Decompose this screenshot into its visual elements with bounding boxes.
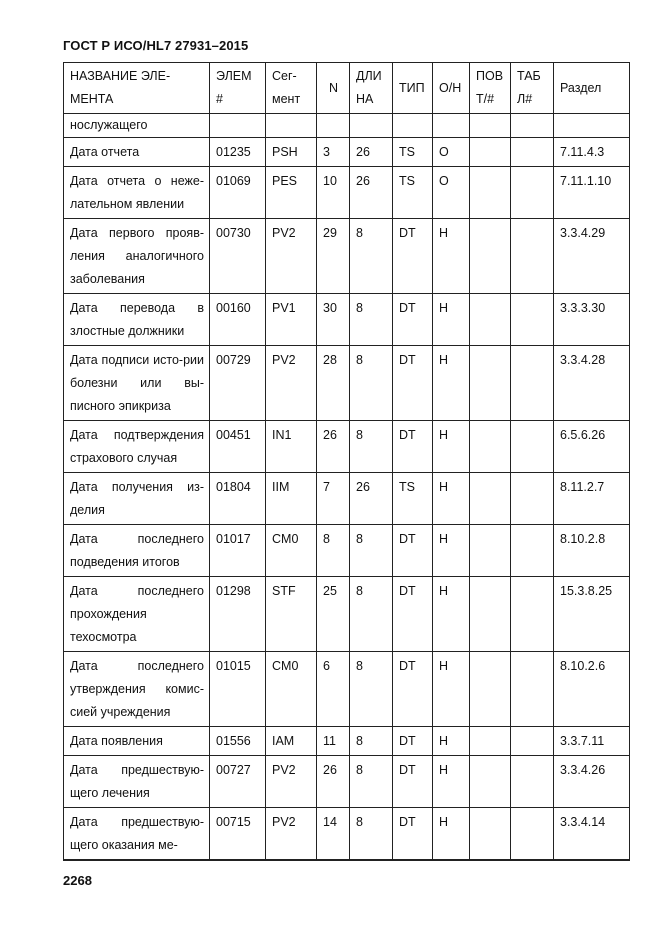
cell-section: 3.3.3.30	[554, 294, 630, 346]
cell-length: 26	[350, 167, 393, 219]
cell-type: DT	[393, 727, 433, 756]
cell-opt: Н	[433, 346, 470, 421]
cell-type: DT	[393, 421, 433, 473]
cell-table	[511, 577, 554, 652]
cell-section: 7.11.1.10	[554, 167, 630, 219]
cell-section: 3.3.4.29	[554, 219, 630, 294]
cell-length: 8	[350, 346, 393, 421]
table-row	[64, 808, 630, 861]
table-row	[64, 756, 630, 808]
cell-repeat	[470, 473, 511, 525]
cell-table	[511, 346, 554, 421]
cell-section: 3.3.4.26	[554, 756, 630, 808]
column-header-opt: О/Н	[433, 63, 470, 114]
cell-elem: 00451	[210, 421, 266, 473]
cell-table	[511, 808, 554, 861]
cell-segment: PV2	[266, 756, 317, 808]
cell-segment: PV2	[266, 808, 317, 861]
cell-section: 3.3.4.28	[554, 346, 630, 421]
cell-length: 8	[350, 652, 393, 727]
cell-length: 8	[350, 808, 393, 861]
cell-elem: 01804	[210, 473, 266, 525]
column-header-elem: ЭЛЕМ #	[210, 63, 266, 114]
cell-table	[511, 138, 554, 167]
cell-segment: PV1	[266, 294, 317, 346]
table-row	[64, 346, 630, 421]
cell-segment: PV2	[266, 346, 317, 421]
cell-elem: 00729	[210, 346, 266, 421]
document-header: ГОСТ Р ИСО/HL7 27931–2015	[63, 38, 249, 53]
cell-elem: 01298	[210, 577, 266, 652]
cell-n: 10	[317, 167, 350, 219]
cell-section: 6.5.6.26	[554, 421, 630, 473]
cell-length	[350, 114, 393, 138]
column-header-name: НАЗВАНИЕ ЭЛЕ-МЕНТА	[64, 63, 210, 114]
table-row	[64, 421, 630, 473]
cell-repeat	[470, 421, 511, 473]
cell-opt: Н	[433, 525, 470, 577]
cell-table	[511, 652, 554, 727]
cell-type: DT	[393, 756, 433, 808]
cell-name: Дата последнего прохождения техосмотра	[64, 577, 210, 652]
cell-elem	[210, 114, 266, 138]
table-row	[64, 727, 630, 756]
table-row	[64, 473, 630, 525]
elements-table	[63, 62, 630, 861]
cell-section: 7.11.4.3	[554, 138, 630, 167]
cell-type: TS	[393, 138, 433, 167]
cell-repeat	[470, 346, 511, 421]
cell-opt: Н	[433, 756, 470, 808]
cell-n: 8	[317, 525, 350, 577]
cell-table	[511, 167, 554, 219]
cell-repeat	[470, 577, 511, 652]
cell-length: 26	[350, 138, 393, 167]
cell-segment: PES	[266, 167, 317, 219]
cell-name: Дата перевода в злостные должники	[64, 294, 210, 346]
cell-n: 3	[317, 138, 350, 167]
cell-type: DT	[393, 652, 433, 727]
cell-repeat	[470, 294, 511, 346]
cell-name: Дата отчета	[64, 138, 210, 167]
cell-table	[511, 114, 554, 138]
table-row	[64, 219, 630, 294]
cell-repeat	[470, 219, 511, 294]
cell-name: Дата получения из-делия	[64, 473, 210, 525]
cell-name: Дата последнего подведения итогов	[64, 525, 210, 577]
cell-repeat	[470, 756, 511, 808]
cell-repeat	[470, 138, 511, 167]
cell-n: 29	[317, 219, 350, 294]
cell-n: 26	[317, 421, 350, 473]
cell-n: 11	[317, 727, 350, 756]
cell-n: 6	[317, 652, 350, 727]
cell-name: Дата предшествую-щего лечения	[64, 756, 210, 808]
column-header-segment: Сег-мент	[266, 63, 317, 114]
cell-segment: STF	[266, 577, 317, 652]
cell-elem: 00727	[210, 756, 266, 808]
cell-n: 26	[317, 756, 350, 808]
cell-segment: IN1	[266, 421, 317, 473]
table-header-row	[64, 63, 630, 114]
cell-length: 8	[350, 756, 393, 808]
cell-elem: 01069	[210, 167, 266, 219]
cell-segment: PV2	[266, 219, 317, 294]
cell-n: 14	[317, 808, 350, 861]
cell-length: 8	[350, 421, 393, 473]
cell-type: TS	[393, 167, 433, 219]
cell-opt: Н	[433, 652, 470, 727]
cell-n	[317, 114, 350, 138]
cell-length: 8	[350, 525, 393, 577]
table-row	[64, 652, 630, 727]
table-row	[64, 525, 630, 577]
column-header-section: Раздел	[554, 63, 630, 114]
cell-type: DT	[393, 808, 433, 861]
column-header-table: ТАБ Л#	[511, 63, 554, 114]
cell-section	[554, 114, 630, 138]
cell-name: Дата отчета о неже-лательном явлении	[64, 167, 210, 219]
cell-table	[511, 294, 554, 346]
cell-elem: 01017	[210, 525, 266, 577]
cell-name: Дата подписи исто-рии болезни или вы-писного эпикриза	[64, 346, 210, 421]
cell-name: Дата подтверждения страхового случая	[64, 421, 210, 473]
cell-repeat	[470, 525, 511, 577]
table-row	[64, 294, 630, 346]
cell-table	[511, 473, 554, 525]
cell-repeat	[470, 167, 511, 219]
cell-opt: Н	[433, 294, 470, 346]
cell-table	[511, 219, 554, 294]
column-header-repeat: ПОВ Т/#	[470, 63, 511, 114]
table-row	[64, 138, 630, 167]
cell-length: 8	[350, 577, 393, 652]
cell-repeat	[470, 808, 511, 861]
cell-opt: Н	[433, 577, 470, 652]
table-row	[64, 577, 630, 652]
cell-table	[511, 756, 554, 808]
cell-opt: Н	[433, 808, 470, 861]
table-row	[64, 167, 630, 219]
cell-type: DT	[393, 346, 433, 421]
cell-name: Дата предшествую-щего оказания ме-	[64, 808, 210, 861]
cell-name: Дата появления	[64, 727, 210, 756]
cell-segment: IAM	[266, 727, 317, 756]
cell-opt	[433, 114, 470, 138]
cell-type: DT	[393, 577, 433, 652]
cell-table	[511, 727, 554, 756]
cell-section: 3.3.7.11	[554, 727, 630, 756]
cell-n: 7	[317, 473, 350, 525]
cell-type	[393, 114, 433, 138]
cell-opt: О	[433, 138, 470, 167]
cell-type: DT	[393, 294, 433, 346]
column-header-type: ТИП	[393, 63, 433, 114]
cell-segment: CM0	[266, 525, 317, 577]
cell-elem: 00160	[210, 294, 266, 346]
cell-segment: IIM	[266, 473, 317, 525]
table-body	[64, 114, 630, 861]
cell-n: 25	[317, 577, 350, 652]
cell-elem: 00730	[210, 219, 266, 294]
cell-section: 8.10.2.8	[554, 525, 630, 577]
cell-repeat	[470, 652, 511, 727]
cell-length: 8	[350, 727, 393, 756]
cell-elem: 01235	[210, 138, 266, 167]
cell-opt: Н	[433, 219, 470, 294]
cell-section: 8.11.2.7	[554, 473, 630, 525]
page-number: 2268	[63, 873, 92, 888]
cell-section: 8.10.2.6	[554, 652, 630, 727]
cell-repeat	[470, 114, 511, 138]
cell-n: 30	[317, 294, 350, 346]
cell-table	[511, 421, 554, 473]
cell-type: TS	[393, 473, 433, 525]
cell-elem: 00715	[210, 808, 266, 861]
cell-section: 3.3.4.14	[554, 808, 630, 861]
cell-type: DT	[393, 219, 433, 294]
cell-name: Дата последнего утверждения комис-сией учреждения	[64, 652, 210, 727]
cell-segment: PSH	[266, 138, 317, 167]
cell-section: 15.3.8.25	[554, 577, 630, 652]
column-header-n: N	[317, 63, 350, 114]
cell-segment	[266, 114, 317, 138]
cell-elem: 01556	[210, 727, 266, 756]
cell-name: Дата первого прояв-ления аналогичного заболевания	[64, 219, 210, 294]
column-header-length: ДЛИ НА	[350, 63, 393, 114]
cell-elem: 01015	[210, 652, 266, 727]
cell-opt: Н	[433, 473, 470, 525]
cell-length: 8	[350, 219, 393, 294]
cell-n: 28	[317, 346, 350, 421]
cell-length: 26	[350, 473, 393, 525]
cell-opt: Н	[433, 727, 470, 756]
cell-opt: Н	[433, 421, 470, 473]
cell-type: DT	[393, 525, 433, 577]
cell-repeat	[470, 727, 511, 756]
table-row	[64, 114, 630, 138]
cell-opt: О	[433, 167, 470, 219]
cell-segment: CM0	[266, 652, 317, 727]
cell-table	[511, 525, 554, 577]
cell-length: 8	[350, 294, 393, 346]
cell-name: нослужащего	[64, 114, 210, 138]
